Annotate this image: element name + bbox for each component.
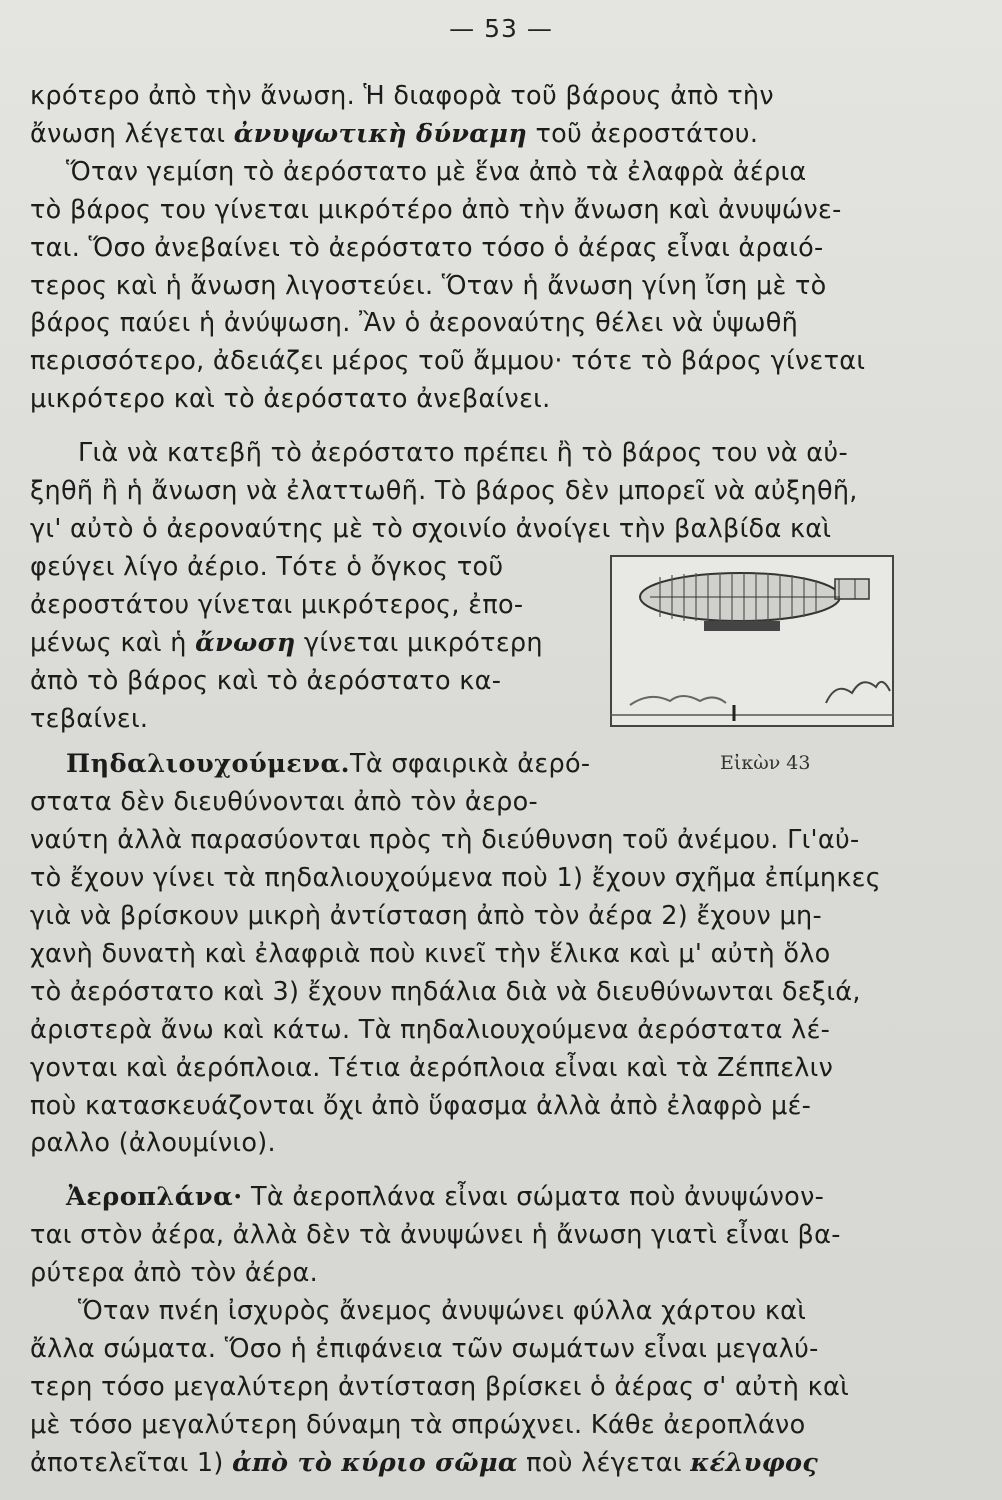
paragraph <box>30 822 930 1163</box>
text-line <box>30 1179 930 1217</box>
section-heading: Ἀεροπλάνα· <box>66 1182 243 1213</box>
text-line: τεβαίνει. <box>30 703 149 734</box>
text-line: κρότερο ἀπὸ τὴν ἄνωση. Ἡ διαφορὰ τοῦ βάρους ἀπὸ τὴν <box>30 81 774 111</box>
emphasized-term: ἄνωση <box>195 627 296 658</box>
text-line: ἀεροστάτου γίνεται μικρότερος, ἐπο- <box>30 589 524 620</box>
text-line: μικρότερο καὶ τὸ ἀερόστατο ἀνεβαίνει. <box>30 384 551 415</box>
text-fragment: ἀποτελεῖται 1) <box>30 1447 224 1478</box>
emphasized-term: ἀπὸ τὸ κύριο σῶμα <box>232 1447 518 1478</box>
text-fragment: τοῦ ἀεροστάτου. <box>535 118 759 149</box>
text-line: Ὅταν πνέη ἰσχυρὸς ἄνεμος ἀνυψώνει φύλλα χάρτου καὶ <box>78 1296 807 1327</box>
text-line: γι' αὐτὸ ὁ ἀεροναύτης μὲ τὸ σχοινίο ἀνοίγει τὴν βαλβίδα καὶ <box>30 513 832 544</box>
text-line: τὸ βάρος του γίνεται μικρότέρο ἀπὸ τὴν ἄνωση καὶ ἀνυψώνε- <box>30 194 842 225</box>
text-line: ναύτη ἀλλὰ παρασύονται πρὸς τὴ διεύθυνση τοῦ ἀνέμου. Γι'αὐ- <box>30 825 860 856</box>
emphasized-term: ἀνυψωτικὴ δύναμη <box>233 118 528 149</box>
paragraph <box>30 78 930 419</box>
text-line: μὲ τόσο μεγαλύτερη δύναμη τὰ σπρώχνει. Κάθε ἀεροπλάνο <box>30 1409 806 1440</box>
text-fragment: Τὰ σφαιρικὰ ἀερό- <box>350 749 591 780</box>
airship-illustration-icon <box>610 555 894 727</box>
text-line: τὸ ἔχουν γίνει τὰ πηδαλιουχούμενα ποὺ 1) ἔχουν σχῆμα ἐπίμηκες <box>30 863 882 894</box>
text-line: βάρος παύει ἡ ἀνύψωση. Ἂν ὁ ἀεροναύτης θέλει νὰ ὑψωθῆ <box>30 308 799 339</box>
text-line: ται στὸν ἀέρα, ἀλλὰ δὲν τὰ ἀνυψώνει ἡ ἄνωση γιατὶ εἶναι βα- <box>30 1220 841 1251</box>
text-line: γονται καὶ ἀερόπλοια. Τέτια ἀερόπλοια εἶναι καὶ τὰ Ζέππελιν <box>30 1052 834 1083</box>
text-line <box>30 746 591 784</box>
paragraph <box>30 435 930 549</box>
text-line: Γιὰ νὰ κατεβῆ τὸ ἀερόστατο πρέπει ἢ τὸ βάρος του νὰ αὐ- <box>78 438 848 469</box>
emphasized-term: κέλυφος <box>690 1447 819 1478</box>
text-line: ται. Ὅσο ἀνεβαίνει τὸ ἀερόστατο τόσο ὁ ἀέρας εἶναι ἀραιό- <box>30 232 824 263</box>
text-line: γιὰ νὰ βρίσκουν μικρὴ ἀντίσταση ἀπὸ τὸν ἀέρα 2) ἔχουν μη- <box>30 901 822 932</box>
text-line: ἀριστερὰ ἄνω καὶ κάτω. Τὰ πηδαλιουχούμενα ἀερόστατα λέ- <box>30 1014 831 1045</box>
text-line <box>30 116 930 154</box>
paragraph <box>30 1179 930 1482</box>
page-number: — 53 — <box>449 14 553 43</box>
text-fragment: Τὰ ἀεροπλάνα εἶναι σώματα ποὺ ἀνυψώνον- <box>251 1182 825 1213</box>
text-line: περισσότερο, ἀδειάζει μέρος τοῦ ἄμμου· τότε τὸ βάρος γίνεται <box>30 346 866 377</box>
text-line: ποὺ κατασκευάζονται ὄχι ἀπὸ ὕφασμα ἀλλὰ ἀπὸ ἐλαφρὸ μέ- <box>30 1090 812 1121</box>
airship-figure <box>610 555 894 727</box>
section-heading: Πηδαλιουχούμενα. <box>66 749 351 780</box>
text-line: ραλλο (ἀλουμίνιο). <box>30 1128 276 1159</box>
text-line: τερος καὶ ἡ ἄνωση λιγοστεύει. Ὅταν ἡ ἄνωση γίνη ἴση μὲ τὸ <box>30 270 827 301</box>
text-line: τερη τόσο μεγαλύτερη ἀντίσταση βρίσκει ὁ ἀέρας σ' αὐτὴ καὶ <box>30 1371 850 1402</box>
text-line: ἀπὸ τὸ βάρος καὶ τὸ ἀερόστατο κα- <box>30 665 502 696</box>
text-fragment: γίνεται μικρότερη <box>303 627 543 658</box>
text-fragment: ποὺ λέγεται <box>526 1447 682 1478</box>
text-line: στατα δὲν διευθύνονται ἀπὸ τὸν ἀερο- <box>30 787 538 818</box>
figure-caption: Εἰκὼν 43 <box>720 752 811 774</box>
text-line: τὸ ἀερόστατο καὶ 3) ἔχουν πηδάλια διὰ νὰ διευθύνωνται δεξιά, <box>30 976 861 1007</box>
text-line <box>30 625 550 663</box>
text-fragment: μένως καὶ ἡ <box>30 627 187 658</box>
text-line: φεύγει λίγο ἀέριο. Τότε ὁ ὄγκος τοῦ <box>30 551 504 582</box>
text-line <box>30 1445 930 1483</box>
text-line: ρύτερα ἀπὸ τὸν ἀέρα. <box>30 1258 319 1289</box>
text-line: ξηθῆ ἢ ἡ ἄνωση νὰ ἐλαττωθῆ. Τὸ βάρος δὲν μπορεῖ νὰ αὐξηθῆ, <box>30 476 858 507</box>
text-line: Ὅταν γεμίση τὸ ἀερόστατο μὲ ἕνα ἀπὸ τὰ ἐλαφρὰ ἀέρια <box>66 156 807 187</box>
text-line: χανὴ δυνατὴ καὶ ἐλαφριὰ ποὺ κινεῖ τὴν ἕλικα καὶ μ' αὐτὴ ὅλο <box>30 938 831 969</box>
text-line: ἄλλα σώματα. Ὅσο ἡ ἐπιφάνεια τῶν σωμάτων εἶναι μεγαλύ- <box>30 1334 819 1364</box>
text-fragment: ἄνωση λέγεται <box>30 118 226 149</box>
body-text <box>30 78 930 1483</box>
